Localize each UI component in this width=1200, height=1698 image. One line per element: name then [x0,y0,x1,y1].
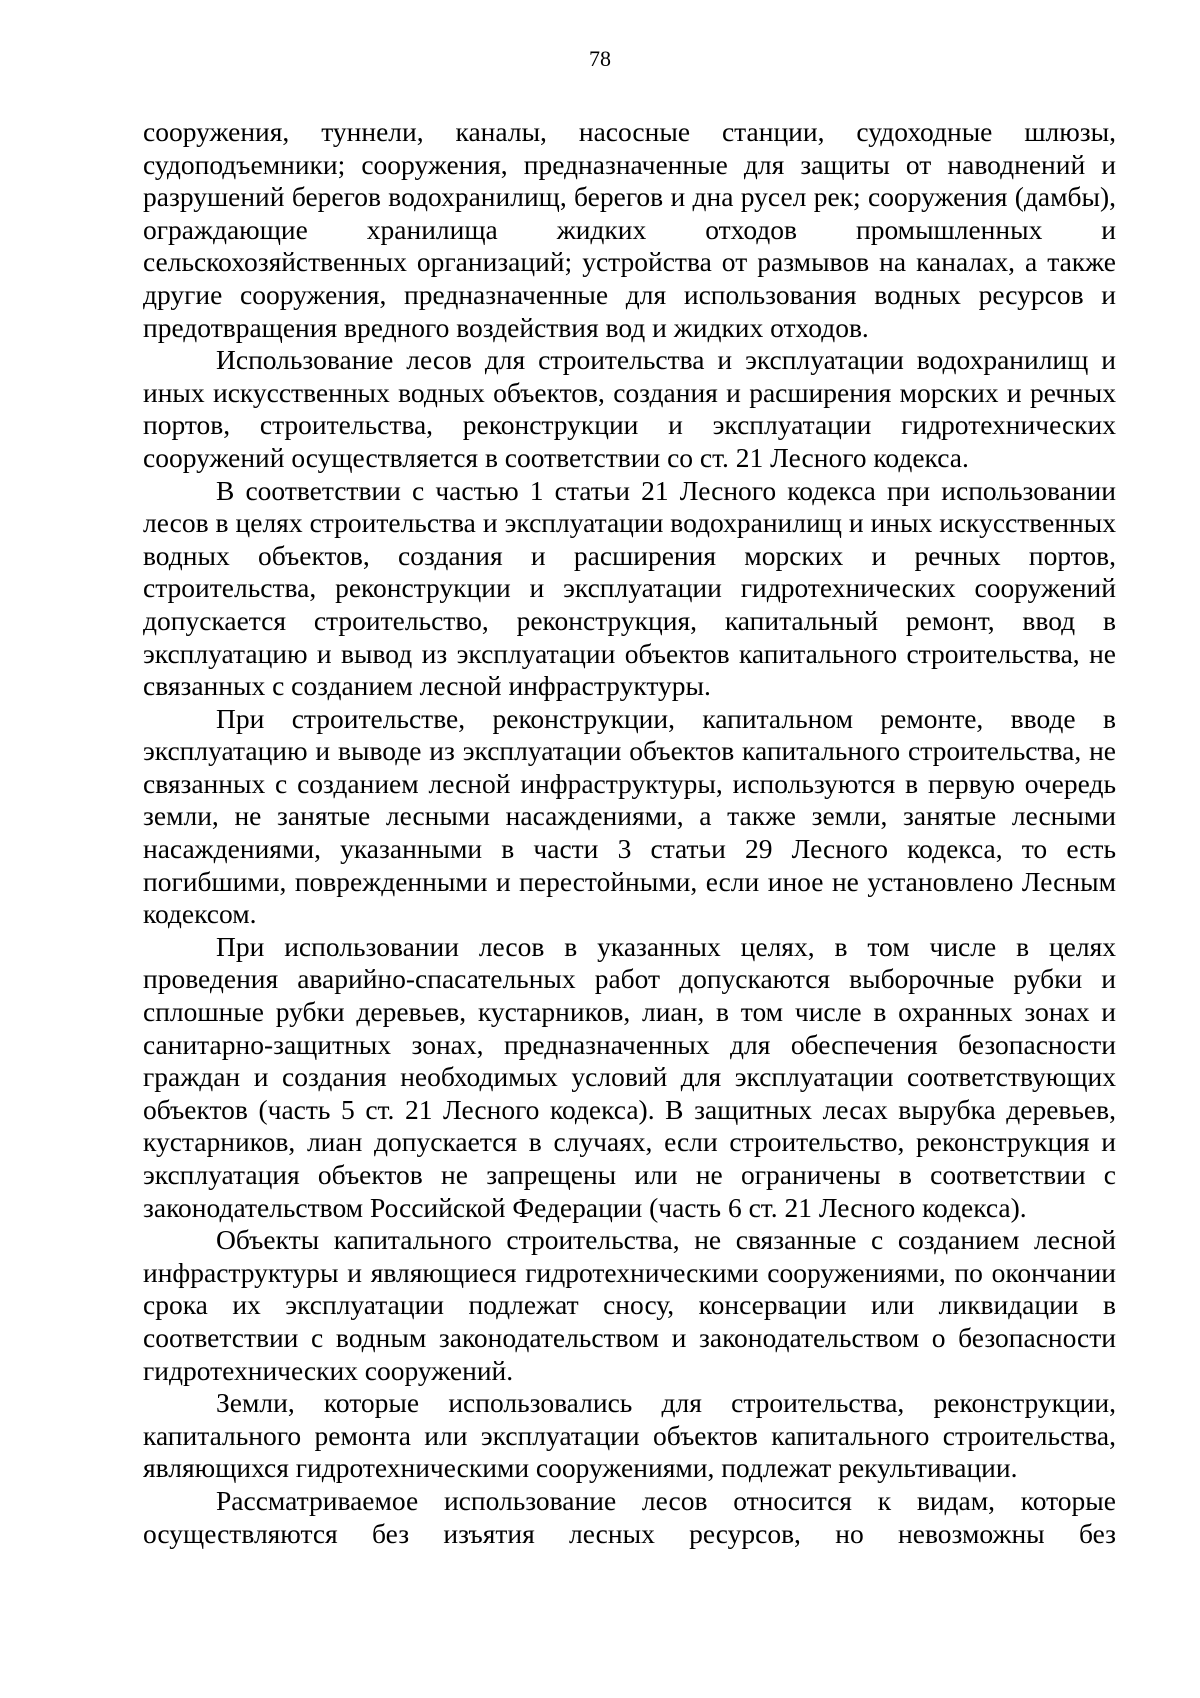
paragraph-3: В соответствии с частью 1 статьи 21 Лесного кодекса при использовании лесов в целях строительства и эксплуатации водохранилищ и иных искусственных водных объектов, создания и расширения морских и речных портов, строительства, реконструкции и эксплуатации гидротехнических сооружений допускается строительство, реконструкция, капитальный ремонт, ввод в эксплуатацию и вывод из эксплуатации объектов капитального строительства, не связанных с созданием лесной инфраструктуры. [143,474,1116,702]
paragraph-1: сооружения, туннели, каналы, насосные станции, судоходные шлюзы, судоподъемники; сооружения, предназначенные для защиты от наводнений и разрушений берегов водохранилищ, берегов и дна русел рек; сооружения (дамбы), ограждающие хранилища жидких отходов промышленных и сельскохозяйственных организаций; устройства от размывов на каналах, а также другие сооружения, предназначенные для использования водных ресурсов и предотвращения вредного воздействия вод и жидких отходов. [143,116,1116,343]
paragraph-8: Рассматриваемое использование лесов относится к видам, которые осуществляются без изъятия лесных ресурсов, но невозможны без [143,1484,1116,1549]
paragraph-5: При использовании лесов в указанных целях, в том числе в целях проведения аварийно-спасательных работ допускаются выборочные рубки и сплошные рубки деревьев, кустарников, лиан, в том числе в охранных зонах и санитарно-защитных зонах, предназначенных для обеспечения безопасности граждан и создания необходимых условий для эксплуатации соответствующих объектов (часть 5 ст. 21 Лесного кодекса). В защитных лесах вырубка деревьев, кустарников, лиан допускается в случаях, если строительство, реконструкция и эксплуатация объектов не запрещены или не ограничены в соответствии с законодательством Российской Федерации (часть 6 ст. 21 Лесного кодекса). [143,930,1116,1223]
page-number: 78 [589,46,611,71]
paragraph-2: Использование лесов для строительства и эксплуатации водохранилищ и иных искусственных водных объектов, создания и расширения морских и речных портов, строительства, реконструкции и эксплуатации гидротехнических сооружений осуществляется в соответствии со ст. 21 Лесного кодекса. [143,344,1116,473]
paragraph-6: Объекты капитального строительства, не связанные с созданием лесной инфраструктуры и являющиеся гидротехническими сооружениями, по окончании срока их эксплуатации подлежат сносу, консервации или ликвидации в соответствии с водным законодательством и законодательством о безопасности гидротехнических сооружений. [143,1224,1116,1386]
text-body [143,116,1116,1550]
paragraph-7: Земли, которые использовались для строительства, реконструкции, капитального ремонта или эксплуатации объектов капитального строительства, являющихся гидротехническими сооружениями, подлежат рекультивации. [143,1387,1116,1484]
paragraph-4: При строительстве, реконструкции, капитальном ремонте, вводе в эксплуатацию и выводе из эксплуатации объектов капитального строительства, не связанных с созданием лесной инфраструктуры, используются в первую очередь земли, не занятые лесными насаждениями, а также земли, занятые лесными насаждениями, указанными в части 3 статьи 29 Лесного кодекса, то есть погибшими, поврежденными и перестойными, если иное не установлено Лесным кодексом. [143,702,1116,930]
